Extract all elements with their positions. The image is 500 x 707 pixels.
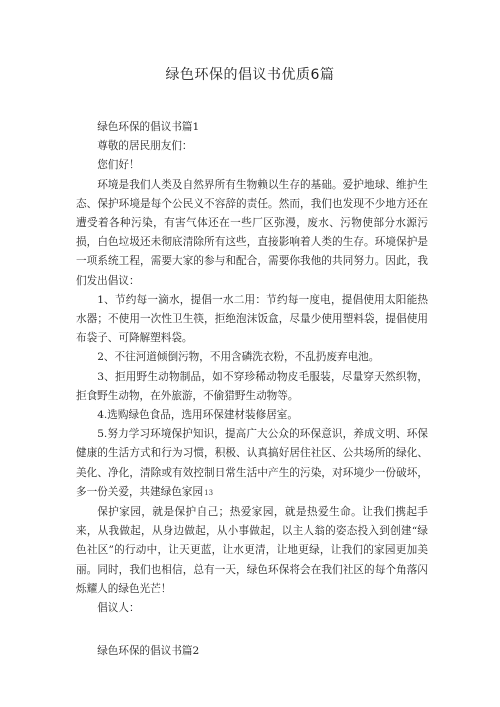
section-heading: 绿色环保的倡议书篇2 [97,645,200,658]
greeting: 您们好！ [97,159,140,172]
closing-paragraph: 保护家园，就是保护自己；热爱家园，就是热爱生命。让我们携起手来，从我做起，从身边做起，从小事做起，以主人翁的姿态投入到创建“绿色社区”的行动中，让天更蓝，让水更清，让地更绿，让我们的家园更加美丽。同时，我们也相信，总有一天，绿色环保将会在我们社区的每个角落闪烁耀人的绿色光芒！ [76,506,428,595]
section-spacer [76,618,428,642]
reference-mark: 13 [204,488,214,497]
proposal-item-5 [76,425,428,503]
proposal-item: 2、不往河道倾倒污物，不用含磷洗衣粉，不乱扔废弃电池。 [97,351,380,364]
proposal-item: 4.选购绿色食品，选用环保建材装修居室。 [97,409,298,422]
salutation: 尊敬的居民朋友们： [97,140,193,153]
proposal-item-text: 5.努力学习环境保护知识，提高广大公众的环保意识，养成文明、环保健康的生活方式和行为习惯，积极、认真搞好居住社区、公共场所的绿化、美化、净化，清除或有效控制日常生活中产生的污染，对环境少一份破坏，多一份关爱，共建绿色家园 [76,428,428,498]
proposal-item: 1、节约每一滴水，提倡一水二用：节约每一度电，提倡使用太阳能热水器；不使用一次性卫生筷，拒绝泡沫饭盒，尽量少使用塑料袋，提倡使用布袋子、可降解塑料袋。 [76,293,428,345]
signature-line: 倡议人： [97,602,140,615]
document-body [76,118,428,661]
intro-paragraph: 环境是我们人类及自然界所有生物赖以生存的基础。爱护地球、维护生态、保护环境是每个公民义不容辞的责任。然而，我们也发现不少地方还在遭受着各种污染，有害气体还在一些厂区弥漫，废水、污物使部分水源污损，白色垃圾还未彻底清除所有这些，直接影响着人类的生存。环境保护是一项系统工程，需要大家的参与和配合，需要你我他的共同努力。因此，我们发出倡议： [76,178,428,287]
section-heading: 绿色环保的倡议书篇1 [97,121,200,133]
proposal-item: 3、拒用野生动物制品，如不穿珍稀动物皮毛服装，尽量穿天然织物，拒食野生动物，在外旅游，不偷猎野生动物等。 [76,370,428,402]
document-title: 绿色环保的倡议书优质6篇 [165,67,335,83]
